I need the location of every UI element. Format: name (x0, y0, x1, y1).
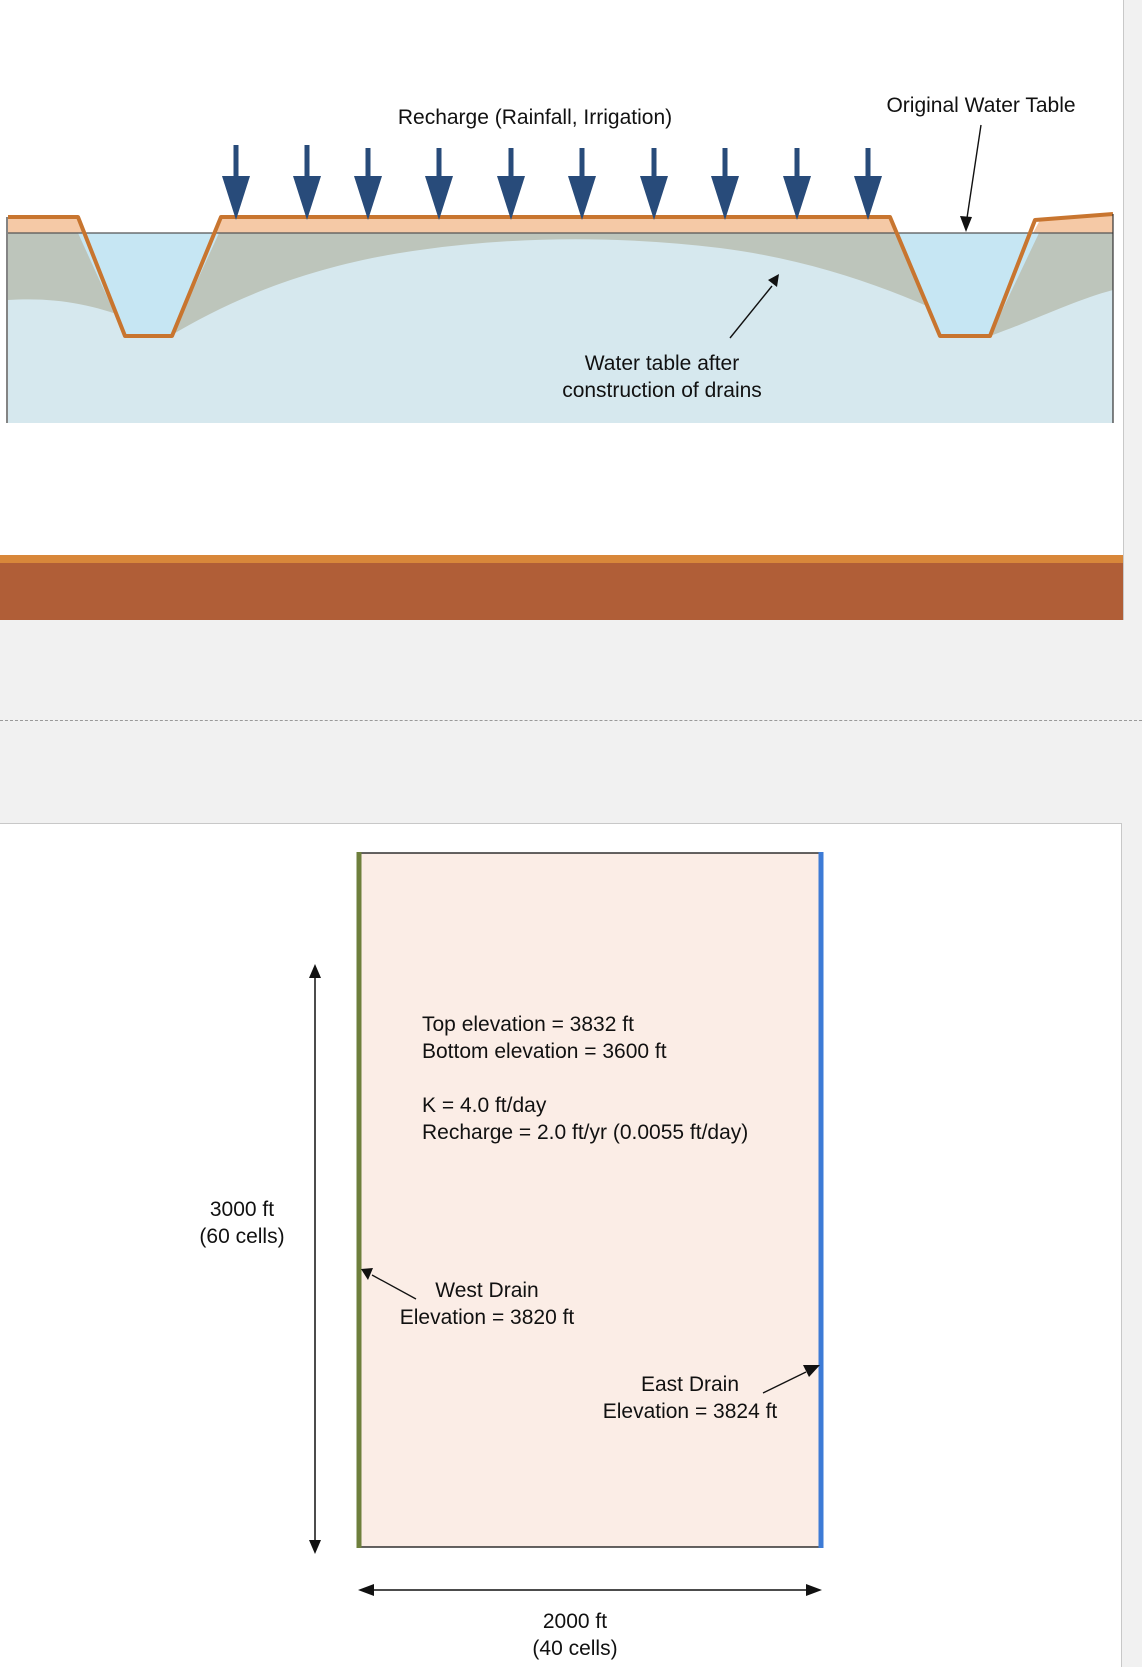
plan-view-diagram (0, 824, 1121, 1667)
recharge-arrow (293, 145, 321, 220)
recharge-arrows (222, 145, 882, 220)
height-dimension-cells: (60 cells) (199, 1225, 285, 1248)
recharge-arrow (854, 148, 882, 220)
width-dimension-cells: (40 cells) (532, 1637, 618, 1660)
recharge-arrow (783, 148, 811, 220)
original-water-table-label: Original Water Table (886, 94, 1076, 117)
width-dimension-arrow (358, 1584, 822, 1596)
height-dimension-arrow (309, 964, 321, 1554)
plan-view-panel (0, 823, 1122, 1667)
bottom-elevation-text: Bottom elevation = 3600 ft (422, 1040, 667, 1063)
section-banner (0, 555, 1123, 620)
top-elevation-text: Top elevation = 3832 ft (422, 1013, 634, 1036)
model-area (358, 853, 821, 1547)
recharge-arrow (711, 148, 739, 220)
recharge-arrow (222, 145, 250, 220)
k-value-text: K = 4.0 ft/day (422, 1094, 547, 1117)
recharge-arrow (568, 148, 596, 220)
original-water-table-pointer (960, 125, 981, 232)
recharge-arrow (425, 148, 453, 220)
topsoil-center (216, 217, 897, 233)
cross-section-diagram (0, 0, 1123, 620)
west-drain-name: West Drain (435, 1279, 539, 1302)
new-water-table-label-line1: Water table after (584, 352, 740, 375)
new-water-table-label-line2: construction of drains (562, 379, 762, 402)
height-dimension-label: 3000 ft (209, 1198, 275, 1221)
recharge-label: Recharge (Rainfall, Irrigation) (397, 106, 673, 129)
east-drain-name: East Drain (640, 1373, 740, 1396)
recharge-arrow (640, 148, 668, 220)
dashed-divider (0, 720, 1142, 721)
recharge-arrow (354, 148, 382, 220)
east-drain-elevation: Elevation = 3824 ft (602, 1400, 778, 1423)
recharge-arrow (497, 148, 525, 220)
west-drain-elevation: Elevation = 3820 ft (399, 1306, 575, 1329)
recharge-text: Recharge = 2.0 ft/yr (0.0055 ft/day) (422, 1121, 749, 1144)
width-dimension-label: 2000 ft (542, 1610, 608, 1633)
cross-section-panel (0, 0, 1124, 620)
topsoil-west (8, 217, 85, 233)
